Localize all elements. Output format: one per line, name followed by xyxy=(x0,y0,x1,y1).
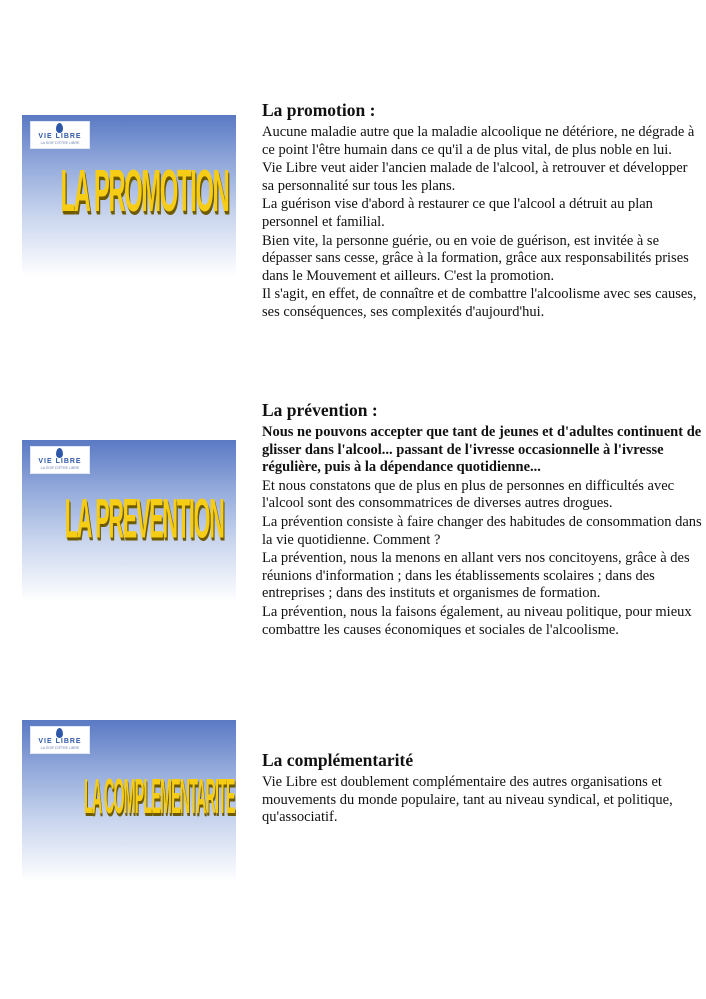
logo-name: VIE LIBRE xyxy=(38,133,82,140)
section-paragraph: Il s'agit, en effet, de connaître et de combattre l'alcoolisme avec ses causes, ses conséquences, ses complexités d'aujourd'hui. xyxy=(262,286,697,320)
logo-name: VIE LIBRE xyxy=(38,738,82,745)
section-paragraph: Aucune maladie autre que la maladie alcoolique ne détériore, ne dégrade à ce point l'être humain dans ce qu'il a de plus vital, de plus noble en lui. xyxy=(262,124,695,158)
section-heading: La complémentarité xyxy=(262,750,414,770)
complementarite-card xyxy=(22,720,236,882)
section-paragraph: La prévention consiste à faire changer des habitudes de consommation dans la vie quotidienne. Comment ? xyxy=(262,513,702,548)
prevention-card-title: LA PREVENTION xyxy=(64,486,224,550)
drop-icon xyxy=(56,728,63,738)
section-paragraph: La prévention, nous la faisons également, au niveau politique, pour mieux combattre les causes économiques et sociales de l'alcoolisme. xyxy=(262,603,692,638)
drop-icon xyxy=(56,123,63,133)
section-paragraph: Bien vite, la personne guérie, ou en voie de guérison, est invitée à se dépasser sans cesse, grâce à la formation, grâce aux responsabilités prises dans le Mouvement et ailleurs. C'est la promotion. xyxy=(262,232,689,284)
section-paragraph: Vie Libre est doublement complémentaire des autres organisations et mouvements du monde populaire, tant au niveau syndical, et politique, qu'associatif. xyxy=(262,774,673,826)
vie-libre-logo xyxy=(30,726,90,754)
promotion-card-title: LA PROMOTION xyxy=(60,158,229,224)
prevention-section xyxy=(262,400,702,640)
logo-subtitle: LA SOIF D'ÊTRE LIBRE xyxy=(40,141,80,145)
section-paragraph: La guérison vise d'abord à restaurer ce que l'alcool a détruit au plan personnel et familial. xyxy=(262,196,653,230)
section-paragraph: Vie Libre veut aider l'ancien malade de l'alcool, à retrouver et développer sa personnalité sur tous les plans. xyxy=(262,160,688,194)
complementarite-card-title: LA COMPLEMENTARITE xyxy=(84,769,235,825)
drop-icon xyxy=(56,448,63,458)
section-paragraph: Et nous constatons que de plus en plus de personnes en difficultés avec l'alcool sont des consommatrices de diverses autres drogues. xyxy=(262,477,675,512)
section-paragraph: La prévention, nous la menons en allant vers nos concitoyens, grâce à des réunions d'information ; dans les établissements scolaires ; dans des entreprises ; dans des instituts et organismes de formation. xyxy=(262,550,690,602)
section-paragraph-emphasis: Nous ne pouvons accepter que tant de jeunes et d'adultes continuent de glisser dans l'alcool... passant de l'ivresse occasionnelle à l'ivresse régulière, puis à la dépendance quotidienne... xyxy=(262,424,702,476)
logo-subtitle: LA SOIF D'ÊTRE LIBRE xyxy=(40,746,80,750)
prevention-card xyxy=(22,440,236,602)
complementarite-section xyxy=(262,750,702,828)
logo-name: VIE LIBRE xyxy=(38,458,82,465)
vie-libre-logo xyxy=(30,446,90,474)
section-heading: La prévention : xyxy=(262,400,378,420)
logo-subtitle: LA SOIF D'ÊTRE LIBRE xyxy=(40,466,80,470)
section-heading: La promotion : xyxy=(262,100,376,120)
promotion-section xyxy=(262,100,702,323)
promotion-card xyxy=(22,115,236,277)
